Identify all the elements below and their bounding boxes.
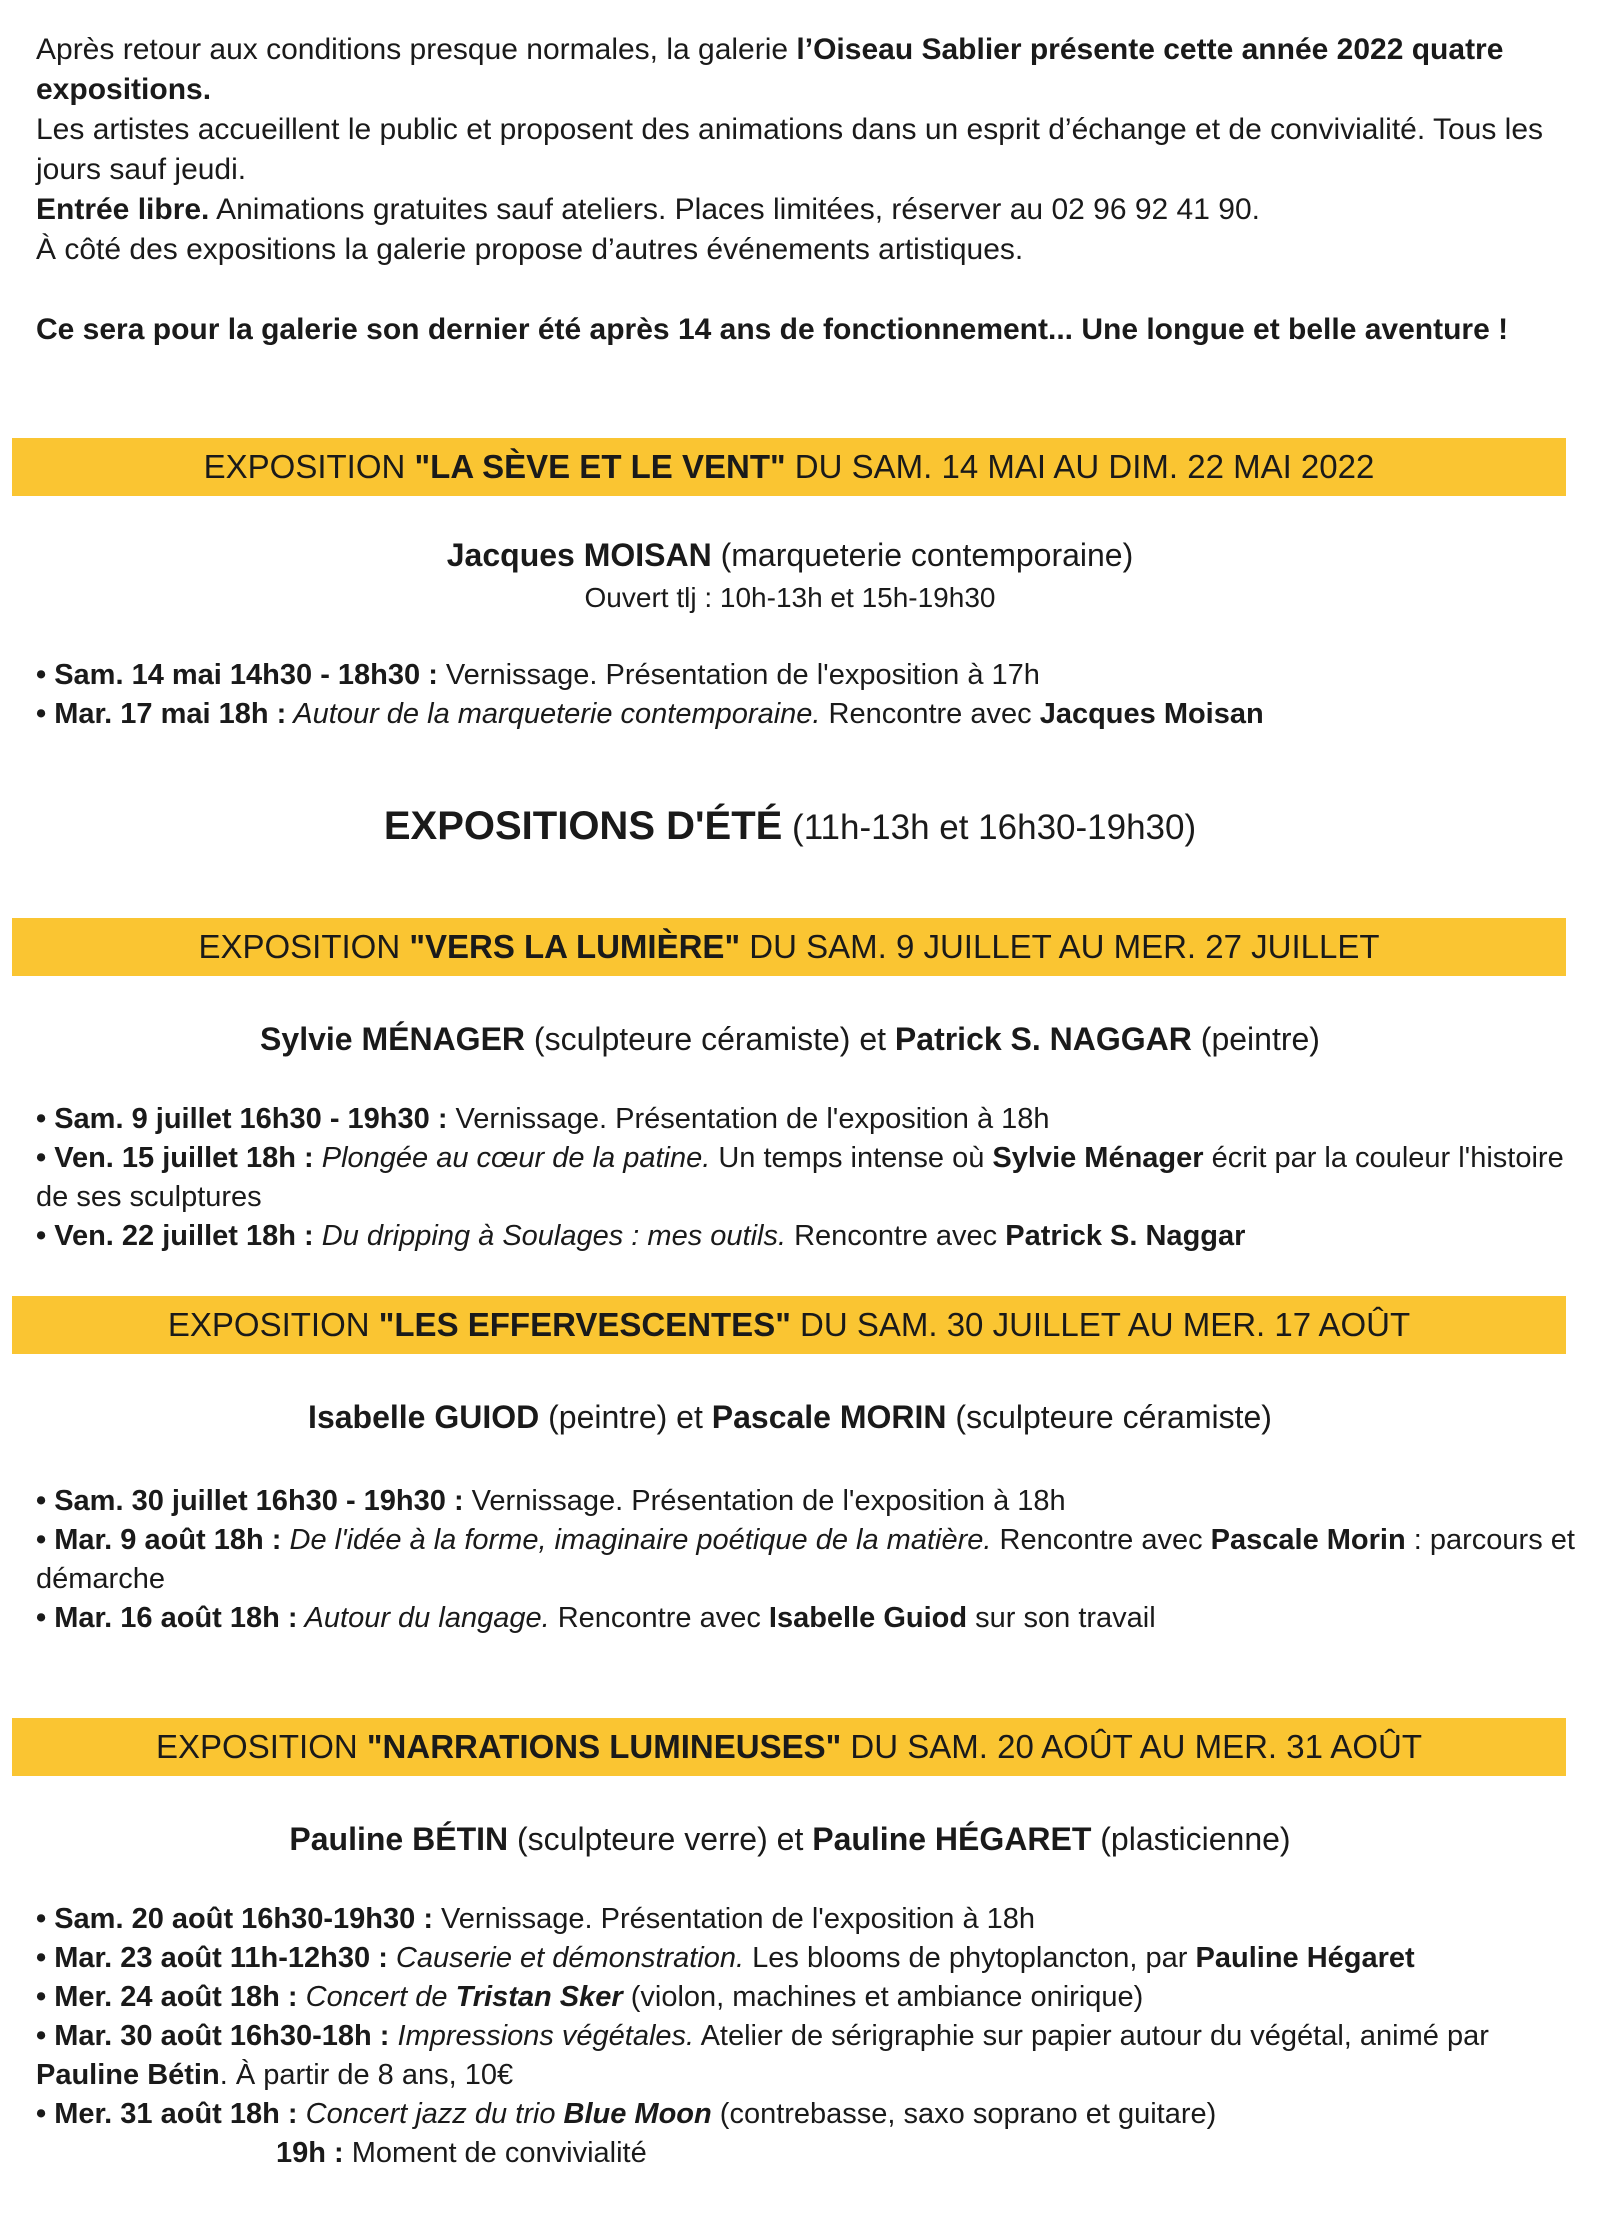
- event-date: • Mar. 17 mai 18h :: [36, 698, 287, 730]
- event-item: [36, 1939, 1576, 1978]
- event-title: Du dripping à Soulages : mes outils.: [313, 1220, 787, 1252]
- event-item: [36, 1599, 1576, 1638]
- event-date: • Mar. 9 août 18h :: [36, 1524, 282, 1556]
- event-item: [36, 656, 1576, 695]
- event-date: • Sam. 30 juillet 16h30 - 19h30 :: [36, 1485, 464, 1517]
- artist-name: Pauline HÉGARET: [812, 1821, 1092, 1857]
- banner-prefix: EXPOSITION: [167, 1306, 379, 1343]
- event-list: [36, 1482, 1576, 1638]
- intro-line: Les artistes accueillent le public et proposent des animations dans un esprit d’échange et de convivialité. Tous les jours sauf jeudi.: [36, 113, 1544, 186]
- event-person: Pauline Bétin: [36, 2059, 220, 2091]
- summer-title: EXPOSITIONS D'ÉTÉ: [383, 804, 783, 848]
- event-text: Rencontre avec: [549, 1602, 769, 1634]
- event-text: Rencontre avec: [991, 1524, 1211, 1556]
- artist-name: Jacques MOISAN: [446, 537, 712, 573]
- artist-role: (sculpteure céramiste): [946, 1399, 1272, 1435]
- free-entry: Entrée libre.: [36, 193, 210, 226]
- event-text: Rencontre avec: [820, 698, 1040, 730]
- event-title: Autour du langage.: [297, 1602, 550, 1634]
- opening-hours: Ouvert tlj : 10h-13h et 15h-19h30: [584, 582, 996, 613]
- event-text: Un temps intense où: [710, 1142, 993, 1174]
- event-item: [36, 695, 1576, 734]
- event-person: Jacques Moisan: [1039, 698, 1264, 730]
- exhibition-banner: [12, 918, 1566, 976]
- artist-name: Pauline BÉTIN: [289, 1821, 509, 1857]
- event-title: Concert de: [297, 1981, 456, 2013]
- artist-role: (sculpteure verre) et: [508, 1821, 813, 1857]
- event-text: Vernissage. Présentation de l'exposition à 18h: [433, 1903, 1036, 1935]
- event-text: Les blooms de phytoplancton, par: [744, 1942, 1196, 1974]
- event-item: [36, 1521, 1576, 1599]
- closing-statement: Ce sera pour la galerie son dernier été après 14 ans de fonctionnement... Une longue et belle aventure !: [36, 313, 1509, 346]
- summer-heading: [0, 802, 1580, 852]
- event-text: : parcours et démarche: [36, 1524, 1575, 1595]
- event-title: Causerie et démonstration.: [387, 1942, 745, 1974]
- event-performer: Tristan Sker: [455, 1981, 623, 2013]
- artists-line: [0, 1818, 1580, 1860]
- event-item: [36, 1978, 1576, 2017]
- event-date: 19h :: [276, 2137, 344, 2169]
- event-text: Vernissage. Présentation de l'exposition à 17h: [437, 659, 1040, 691]
- intro-text: [36, 30, 1596, 350]
- event-date: • Sam. 14 mai 14h30 - 18h30 :: [36, 659, 438, 691]
- exhibition-title: "LA SÈVE ET LE VENT": [414, 448, 786, 485]
- event-person: Pauline Hégaret: [1195, 1942, 1415, 1974]
- event-list: [36, 1100, 1576, 1256]
- artists-line: [0, 1396, 1580, 1438]
- intro-paragraph: [36, 30, 1596, 110]
- exhibition-banner: [12, 1296, 1566, 1354]
- event-text: . À partir de 8 ans, 10€: [219, 2059, 514, 2091]
- artists-line: [0, 1018, 1580, 1060]
- event-date: • Mar. 23 août 11h-12h30 :: [36, 1942, 388, 1974]
- event-date: • Sam. 20 août 16h30-19h30 :: [36, 1903, 433, 1935]
- artist-name: Pascale MORIN: [711, 1399, 947, 1435]
- event-item: [36, 2134, 1576, 2173]
- artist-name: Sylvie MÉNAGER: [260, 1021, 526, 1057]
- exhibition-dates: DU SAM. 30 JUILLET AU MER. 17 AOÛT: [790, 1306, 1411, 1343]
- event-date: • Ven. 15 juillet 18h :: [36, 1142, 314, 1174]
- intro-line: Après retour aux conditions presque normales, la galerie: [36, 33, 797, 66]
- exhibition-banner: [12, 438, 1566, 496]
- event-title: Autour de la marqueterie contemporaine.: [286, 698, 821, 730]
- summer-hours: (11h-13h et 16h30-19h30): [782, 808, 1197, 847]
- banner-prefix: EXPOSITION: [203, 448, 415, 485]
- event-date: • Mar. 16 août 18h :: [36, 1602, 298, 1634]
- gallery-name: l’Oiseau Sablier présente cette année 2022 quatre expositions.: [36, 33, 1504, 106]
- exhibition-dates: DU SAM. 9 JUILLET AU MER. 27 JUILLET: [740, 928, 1380, 965]
- event-title: De l'idée à la forme, imaginaire poétique de la matière.: [281, 1524, 992, 1556]
- exhibition-title: "VERS LA LUMIÈRE": [409, 928, 741, 965]
- event-text: Rencontre avec: [786, 1220, 1006, 1252]
- banner-prefix: EXPOSITION: [156, 1728, 367, 1765]
- banner-prefix: EXPOSITION: [198, 928, 410, 965]
- exhibition-title: "LES EFFERVESCENTES": [378, 1306, 791, 1343]
- event-person: Patrick S. Naggar: [1005, 1220, 1246, 1252]
- event-text: Vernissage. Présentation de l'exposition à 18h: [463, 1485, 1066, 1517]
- event-item: [36, 1900, 1576, 1939]
- event-date: • Mer. 24 août 18h :: [36, 1981, 298, 2013]
- intro-line: À côté des expositions la galerie propose d’autres événements artistiques.: [36, 233, 1024, 266]
- artist-role: (peintre) et: [539, 1399, 712, 1435]
- event-person: Isabelle Guiod: [768, 1602, 968, 1634]
- exhibition-banner: [12, 1718, 1566, 1776]
- intro-paragraph: [36, 190, 1596, 230]
- event-text: (contrebasse, saxo soprano et guitare): [711, 2098, 1217, 2130]
- event-title: Impressions végétales.: [389, 2020, 695, 2052]
- event-date: • Ven. 22 juillet 18h :: [36, 1220, 314, 1252]
- event-text: Vernissage. Présentation de l'exposition à 18h: [447, 1103, 1050, 1135]
- event-performer: Blue Moon: [563, 2098, 712, 2130]
- artist-role: (marqueterie contemporaine): [711, 537, 1134, 573]
- event-text: écrit par la couleur l'histoire de ses sculptures: [36, 1142, 1564, 1213]
- artist-name: Patrick S. NAGGAR: [894, 1021, 1192, 1057]
- exhibition-title: "NARRATIONS LUMINEUSES": [366, 1728, 842, 1765]
- event-person: Pascale Morin: [1210, 1524, 1406, 1556]
- event-title: Plongée au cœur de la patine.: [313, 1142, 711, 1174]
- event-date: • Sam. 9 juillet 16h30 - 19h30 :: [36, 1103, 448, 1135]
- event-list: [36, 656, 1576, 734]
- event-item: [36, 2017, 1576, 2095]
- event-item: [36, 1139, 1576, 1217]
- exhibition-dates: DU SAM. 20 AOÛT AU MER. 31 AOÛT: [841, 1728, 1422, 1765]
- event-text: sur son travail: [967, 1602, 1156, 1634]
- event-item: [36, 1100, 1576, 1139]
- event-title: Concert jazz du trio: [297, 2098, 564, 2130]
- event-list: [36, 1900, 1576, 2173]
- artist-role: (plasticienne): [1091, 1821, 1291, 1857]
- event-item: [36, 2095, 1576, 2134]
- artist-role: (peintre): [1191, 1021, 1320, 1057]
- artists-line: [0, 534, 1580, 576]
- event-item: [36, 1217, 1576, 1256]
- event-item: [36, 1482, 1576, 1521]
- exhibition-dates: DU SAM. 14 MAI AU DIM. 22 MAI 2022: [785, 448, 1375, 485]
- event-text: Moment de convivialité: [343, 2137, 647, 2169]
- event-date: • Mar. 30 août 16h30-18h :: [36, 2020, 390, 2052]
- event-date: • Mer. 31 août 18h :: [36, 2098, 298, 2130]
- intro-line: Animations gratuites sauf ateliers. Places limitées, réserver au 02 96 92 41 90.: [209, 193, 1260, 226]
- artist-role: (sculpteure céramiste) et: [525, 1021, 895, 1057]
- event-text: (violon, machines et ambiance onirique): [622, 1981, 1144, 2013]
- event-text: Atelier de sérigraphie sur papier autour du végétal, animé par: [694, 2020, 1489, 2052]
- artist-name: Isabelle GUIOD: [308, 1399, 540, 1435]
- event-person: Sylvie Ménager: [992, 1142, 1204, 1174]
